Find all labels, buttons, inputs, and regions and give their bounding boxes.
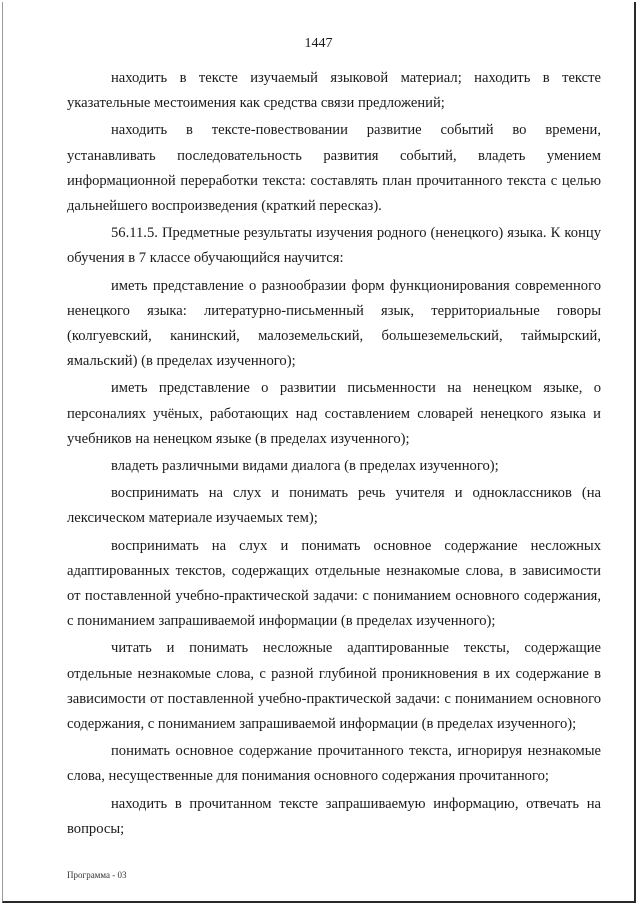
paragraph: находить в прочитанном тексте запрашиваемую информацию, отвечать на вопросы; bbox=[67, 795, 601, 837]
section-heading-paragraph: 56.11.5. Предметные результаты изучения родного (ненецкого) языка. К концу обучения в 7 классе обучающийся научится: bbox=[67, 225, 601, 267]
paragraph: иметь представление о развитии письменности на ненецком языке, о персоналиях учёных, работающих над составлением словарей ненецкого языка и учебников на ненецком языке (в пределах изученного); bbox=[67, 380, 601, 447]
body-text bbox=[67, 66, 601, 844]
footer-label: Программа - 03 bbox=[67, 870, 127, 880]
page-number: 1447 bbox=[304, 36, 333, 51]
paragraph: находить в тексте-повествовании развитие событий во времени, устанавливать последовательность развития событий, владеть умением информационной переработки текста: составлять план прочитанного текста с целью дальнейшего воспроизведения (краткий пересказ). bbox=[67, 122, 601, 215]
paragraph: воспринимать на слух и понимать речь учителя и одноклассников (на лексическом материале изучаемых тем); bbox=[67, 485, 601, 527]
document-page bbox=[2, 2, 636, 903]
paragraph: иметь представление о разнообразии форм функционирования современного ненецкого языка: литературно-письменный язык, территориальные говоры (колгуевский, канинский, малоземельский, большеземельский, таймырский, ямальский) (в пределах изученного); bbox=[67, 277, 601, 370]
paragraph: владеть различными видами диалога (в пределах изученного); bbox=[111, 458, 499, 475]
paragraph: находить в тексте изучаемый языковой материал; находить в тексте указательные местоимения как средства связи предложений; bbox=[67, 70, 601, 112]
paragraph: понимать основное содержание прочитанного текста, игнорируя незнакомые слова, несущественные для понимания основного содержания прочитанного; bbox=[67, 743, 601, 785]
paragraph: читать и понимать несложные адаптированные тексты, содержащие отдельные незнакомые слова, с разной глубиной проникновения в их содержание в зависимости от поставленной учебно-практической задачи: с пониманием основного содержания, с пониманием запрашиваемой информации (в пределах изученного); bbox=[67, 640, 601, 733]
paragraph: воспринимать на слух и понимать основное содержание несложных адаптированных текстов, содержащих отдельные незнакомые слова, в зависимости от поставленной учебно-практической задачи: с пониманием основного содержания, с пониманием запрашиваемой информации (в пределах изученного); bbox=[67, 537, 601, 630]
